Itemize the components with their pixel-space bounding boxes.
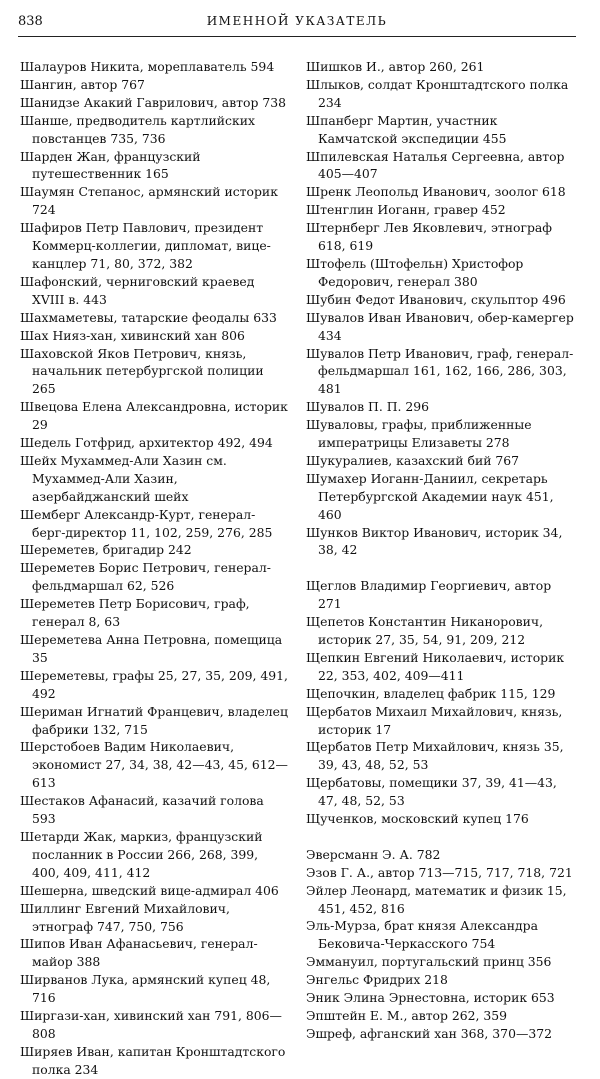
right-column [306,58,574,1043]
index-entry: Шпанберг Мартин, участник Камчатской экспедиции 455 [306,112,507,146]
index-entry: Шереметев, бригадир 242 [20,542,192,558]
index-entry: Шренк Леопольд Иванович, зоолог 618 [306,184,566,200]
index-entry: Шанше, предводитель картлийских повстанцев 735, 736 [20,112,255,146]
index-entry: Эпштейн Е. М., автор 262, 359 [306,1008,508,1023]
index-entry: Эммануил, португальский принц 356 [306,954,552,970]
index-entry: Щербатов Петр Михайлович, князь 35, 39, 43, 48, 52, 53 [306,739,564,773]
index-entry: Эзов Г. А., автор 713—715, 717, 718, 721 [306,864,573,880]
index-entry: Шестаков Афанасий, казачий голова 593 [20,793,264,827]
index-entry: Ширванов Лука, армянский купец 48, 716 [20,972,271,1006]
index-entry: Шпилевская Наталья Сергеевна, автор 405—407 [306,148,565,182]
index-entry: Щепетов Константин Никанорович, историк 27, 35, 54, 91, 209, 212 [306,614,544,647]
index-entry: Шлыков, солдат Кронштадтского полка 234 [306,76,569,110]
index-entry: Штенглин Иоганн, гравер 452 [306,202,506,218]
section-gap [306,559,574,577]
index-entry: Шиллинг Евгений Михайлович, этнограф 747, 750, 756 [20,900,230,934]
index-entry: Шемберг Александр-Курт, генерал-берг-директор 11, 102, 259, 276, 285 [20,506,273,540]
index-entry: Штофель (Штофельн) Христофор Федорович, генерал 380 [306,255,524,289]
index-entry: Шангин, автор 767 [20,76,145,92]
index-entry: Шалауров Никита, мореплаватель 594 [20,59,275,74]
left-column [20,58,288,1079]
header-rule [18,36,576,37]
index-entry: Шувалов Петр Иванович, граф, генерал-фельдмаршал 161, 162, 166, 286, 303, 481 [306,345,574,397]
index-entry: Шахмаметевы, татарские феодалы 633 [20,309,277,325]
index-entry: Щепочкин, владелец фабрик 115, 129 [306,685,556,701]
index-entry: Шешерна, шведский вице-адмирал 406 [20,882,279,898]
index-entry: Щеглов Владимир Георгиевич, автор 271 [306,578,552,612]
index-entry: Шанидзе Акакий Гаврилович, автор 738 [20,94,287,110]
index-entry: Шейх Мухаммед-Али Хазин см. Мухаммед-Али Хазин, азербайджанский шейх [20,452,227,504]
index-entry: Шуваловы, графы, приближенные императрицы Елизаветы 278 [306,417,532,451]
index-entry: Шах Нияз-хан, хивинский хан 806 [20,327,245,343]
index-entry: Шипов Иван Афанасьевич, генерал-майор 388 [20,936,258,970]
index-entry: Эверсманн Э. А. 782 [306,846,441,862]
index-entry: Шереметев Борис Петрович, генерал-фельдмаршал 62, 526 [20,560,271,594]
index-entry: Эник Элина Эрнестовна, историк 653 [306,990,555,1006]
index-entry: Щепкин Евгений Николаевич, историк 22, 353, 402, 409—411 [306,649,565,683]
index-entry: Шедель Готфрид, архитектор 492, 494 [20,435,273,451]
page-header [18,14,576,34]
section-gap [306,828,574,846]
index-entry: Штернберг Лев Яковлевич, этнограф 618, 619 [306,220,552,254]
running-title: ИМЕННОЙ УКАЗАТЕЛЬ [206,14,388,28]
index-entry: Шереметевы, графы 25, 27, 35, 209, 491, 492 [20,667,288,701]
index-entry: Эйлер Леонард, математик и физик 15, 451, 452, 816 [306,882,567,916]
index-entry: Шунков Виктор Иванович, историк 34, 38, 42 [306,524,563,558]
index-entry: Эль-Мурза, брат князя Александра Бековича-Черкасского 754 [306,918,538,952]
index-entry: Ширяев Иван, капитан Кронштадтского полка 234 [20,1043,286,1077]
index-entry: Шувалов Иван Иванович, обер-камергер 434 [306,309,574,343]
index-entry: Шериман Игнатий Францевич, владелец фабрики 132, 715 [20,703,288,737]
index-entry: Ширгази-хан, хивинский хан 791, 806—808 [20,1008,282,1041]
index-entry: Щученков, московский купец 176 [306,811,529,827]
index-entry: Шубин Федот Иванович, скульптор 496 [306,291,566,307]
index-entry: Шафонский, черниговский краевед XVIII в. 443 [20,273,255,307]
index-entry: Шарден Жан, французский путешественник 165 [20,148,201,182]
index-entry: Шереметев Петр Борисович, граф, генерал 8, 63 [20,596,250,630]
index-entry: Шафиров Петр Павлович, президент Коммерц-коллегии, дипломат, вице-канцлер 71, 80, 372, 382 [20,220,271,271]
index-entry: Щербатовы, помещики 37, 39, 41—43, 47, 48, 52, 53 [306,775,557,809]
index-entry: Шерстобоев Вадим Николаевич, экономист 27, 34, 38, 42—43, 45, 612—613 [20,739,288,791]
index-entry: Швецова Елена Александровна, историк 29 [20,399,288,433]
index-entry: Шукуралиев, казахский бий 767 [306,452,520,468]
index-entry: Шишков И., автор 260, 261 [306,59,485,74]
index-entry: Шумахер Иоганн-Даниил, секретарь Петербургской Академии наук 451, 460 [306,470,554,522]
page-number: 838 [18,14,43,29]
index-entry: Эшреф, афганский хан 368, 370—372 [306,1025,552,1041]
index-entry: Шаховской Яков Петрович, князь, начальник петербургской полиции 265 [20,345,264,397]
index-entry: Энгельс Фридрих 218 [306,972,448,988]
index-entry: Шувалов П. П. 296 [306,399,430,415]
index-entry: Шереметева Анна Петровна, помещица 35 [20,632,283,665]
index-entry: Щербатов Михаил Михайлович, князь, историк 17 [306,703,563,737]
index-entry: Шетарди Жак, маркиз, французский посланник в России 266, 268, 399, 400, 409, 411, 412 [20,828,263,880]
index-entry: Шаумян Степанос, армянский историк 724 [20,184,278,218]
